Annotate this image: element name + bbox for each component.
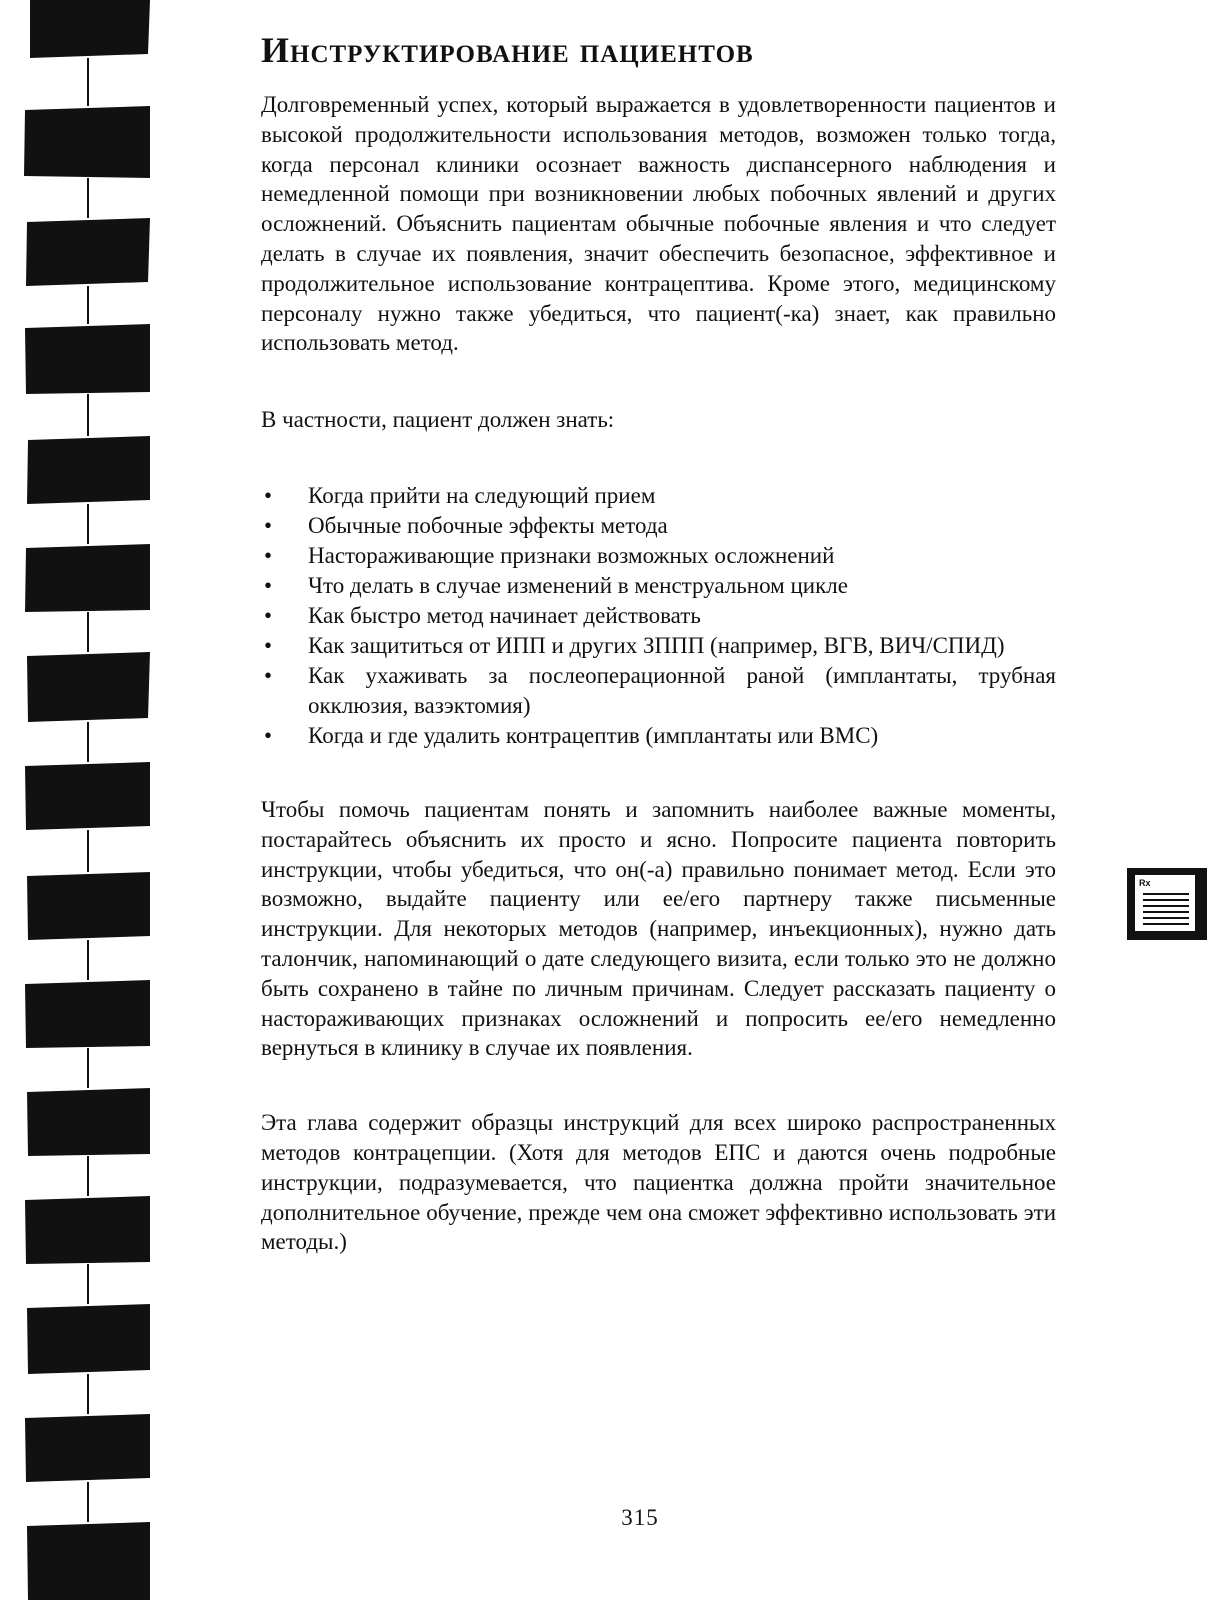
bullet-icon: •	[263, 632, 273, 658]
bullet-icon: •	[263, 662, 273, 688]
list-item	[261, 661, 1056, 721]
body-paragraph-chapter: Эта глава содержит образцы инструкций для всех широко распространенных методов контрацепции. (Хотя для методов ЕПС и даются очень подробные инструкции, подразумевается, что пациентка должна пройти значительное дополнительное обучение, прежде чем она сможет эффективно использовать эти методы.)	[261, 1110, 1056, 1255]
list-item	[261, 541, 1056, 571]
bullet-icon: •	[263, 482, 273, 508]
intro-paragraph: Долговременный успех, который выражается в удовлетворенности пациентов и высокой продолжительности использования методов, возможен только тогда, когда персонал клиники осознает важность диспансерного наблюдения и немедленной помощи при возникновении любых побочных явлений и других осложнений. Объяснить пациентам обычные побочные явления и что следует делать в случае их появления, значит обеспечить безопасное, эффективное и продолжительное использование контрацептива. Кроме этого, медицинскому персоналу нужно также убедиться, что пациент(-ка) знает, как правильно использовать метод.	[261, 92, 1056, 356]
rx-label: Rx	[1139, 878, 1151, 888]
list-item-text: Когда прийти на следующий прием	[308, 482, 656, 508]
list-item-text: Когда и где удалить контрацептив (имплантаты или ВМС)	[308, 722, 879, 748]
spiral-binding	[0, 0, 160, 1600]
page-number: 315	[621, 1505, 659, 1530]
list-item	[261, 571, 1056, 601]
list-item-text: Как быстро метод начинает действовать	[308, 602, 701, 628]
bullet-icon: •	[263, 512, 273, 538]
body-paragraph-instructions: Чтобы помочь пациентам понять и запомнить наиболее важные моменты, постарайтесь объяснить их просто и ясно. Попросите пациента повторить инструкции, чтобы убедиться, что он(-а) правильно понимает метод. Если это возможно, выдайте пациенту или ее/его партнеру также письменные инструкции. Для некоторых методов (например, инъекционных), нужно дать талончик, напоминающий о дате следующего визита, если только это не должно быть сохранено в тайне по личным причинам. Следует рассказать пациенту о настораживающих признаках осложнений и попросить ее/его немедленно вернуться в клинику в случае их появления.	[261, 796, 1056, 1061]
list-item-text: Настораживающие признаки возможных осложнений	[308, 542, 835, 568]
list-item	[261, 481, 1056, 511]
page-content	[261, 28, 1056, 1257]
list-item-text: Как защититься от ИПП и других ЗППП (например, ВГВ, ВИЧ/СПИД)	[308, 632, 1005, 658]
list-item	[261, 631, 1056, 661]
list-lead: В частности, пациент должен знать:	[261, 407, 615, 433]
rx-card	[1135, 875, 1195, 931]
bullet-icon: •	[263, 722, 273, 748]
bullet-icon: •	[263, 602, 273, 628]
list-item-text: Обычные побочные эффекты метода	[308, 512, 668, 538]
bullet-icon: •	[263, 542, 273, 568]
bullet-icon: •	[263, 572, 273, 598]
list-item-text: Что делать в случае изменений в менструальном цикле	[308, 572, 848, 598]
page-title: Инструктирование пациентов	[261, 30, 754, 70]
patient-knowledge-list	[261, 481, 1056, 751]
list-item-text: Как ухаживать за послеоперационной раной (имплантаты, трубная окклюзия, вазэктомия)	[308, 662, 1056, 718]
rx-prescription-icon	[1127, 868, 1207, 940]
list-item	[261, 511, 1056, 541]
list-item	[261, 601, 1056, 631]
list-item	[261, 721, 1056, 751]
